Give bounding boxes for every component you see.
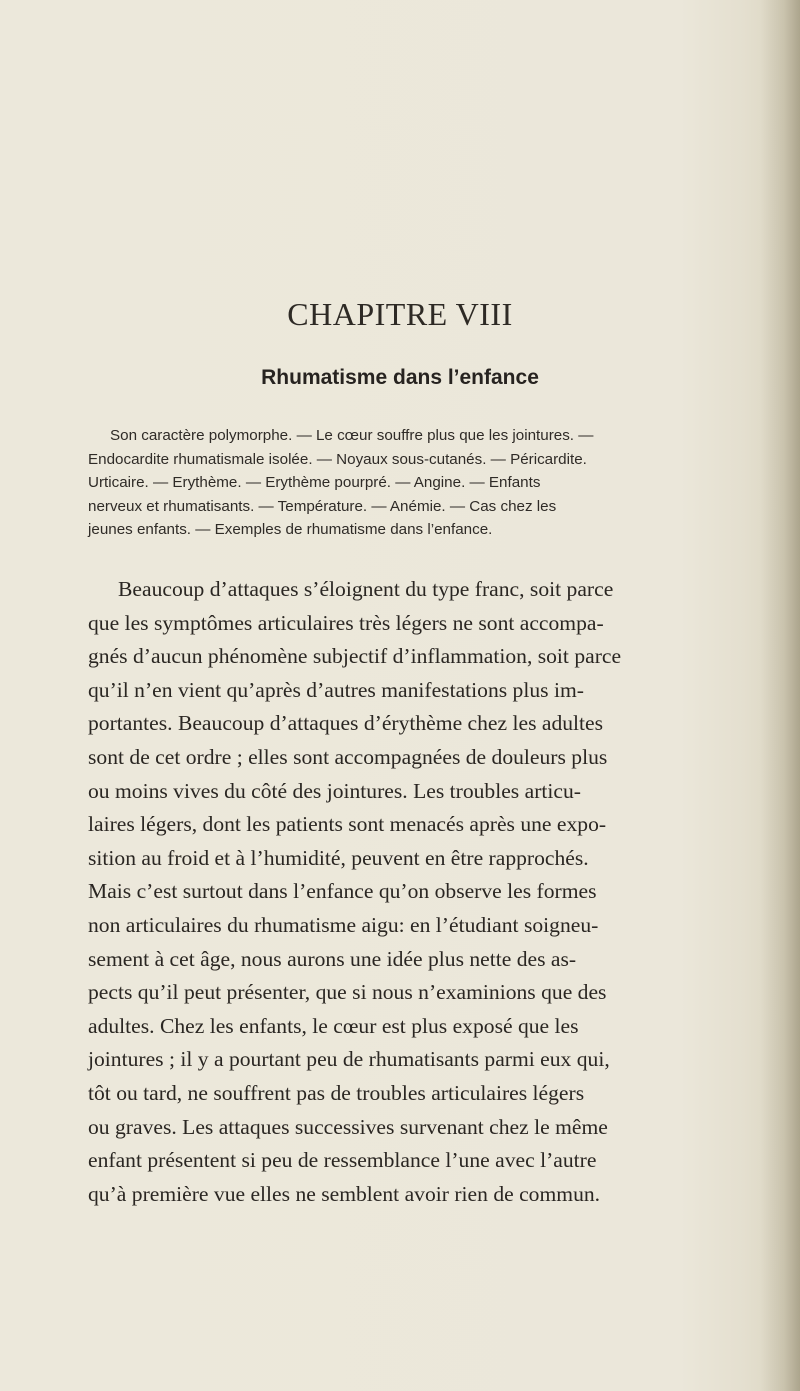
body-line: ou graves. Les attaques successives survenant chez le même: [88, 1114, 608, 1139]
chapter-title: CHAPITRE VIII: [287, 296, 513, 332]
body-line: pects qu’il peut présenter, que si nous n’examinions que des: [88, 980, 607, 1005]
chapter-subtitle: Rhumatisme dans l’enfance: [261, 366, 539, 389]
body-line: qu’à première vue elles ne semblent avoir rien de commun.: [88, 1181, 601, 1206]
body-line: laires légers, dont les patients sont menacés après une expo-: [88, 812, 607, 837]
body-line: sition au froid et à l’humidité, peuvent en être rapprochés.: [88, 845, 589, 870]
chapter-summary: [88, 424, 728, 542]
body-line: qu’il n’en vient qu’après d’autres manifestations plus im-: [88, 677, 584, 702]
body-line: non articulaires du rhumatisme aigu: en l’étudiant soigneu-: [88, 912, 599, 937]
summary-line: Urticaire. — Erythème. — Erythème pourpré. — Angine. — Enfants: [88, 474, 541, 491]
body-line: que les symptômes articulaires très légers ne sont accompa-: [88, 610, 604, 635]
body-line: tôt ou tard, ne souffrent pas de troubles articulaires légers: [88, 1080, 585, 1105]
body-line: sement à cet âge, nous aurons une idée plus nette des as-: [88, 946, 577, 971]
body-line: jointures ; il y a pourtant peu de rhumatisants parmi eux qui,: [88, 1047, 610, 1072]
summary-line: jeunes enfants. — Exemples de rhumatisme dans l’enfance.: [88, 521, 493, 538]
summary-line: Endocardite rhumatismale isolée. — Noyaux sous-cutanés. — Péricardite.: [88, 450, 587, 468]
body-line: Beaucoup d’attaques s’éloignent du type franc, soit parce: [118, 577, 614, 601]
body-line: Mais c’est surtout dans l’enfance qu’on observe les formes: [88, 879, 597, 904]
body-line: adultes. Chez les enfants, le cœur est plus exposé que les: [88, 1013, 579, 1038]
page-edge-shadow: [760, 0, 800, 1391]
body-line: portantes. Beaucoup d’attaques d’érythème chez les adultes: [88, 711, 604, 736]
body-line: ou moins vives du côté des jointures. Les troubles articu-: [88, 778, 581, 803]
body-line: sont de cet ordre ; elles sont accompagnées de douleurs plus: [88, 744, 608, 769]
summary-line: nerveux et rhumatisants. — Température. — Anémie. — Cas chez les: [88, 497, 557, 515]
body-line: gnés d’aucun phénomène subjectif d’inflammation, soit parce: [88, 644, 622, 669]
summary-line: Son caractère polymorphe. — Le cœur souffre plus que les jointures. —: [110, 427, 594, 444]
body-paragraph: [88, 573, 748, 1211]
body-line: enfant présentent si peu de ressemblance l’une avec l’autre: [88, 1148, 597, 1173]
